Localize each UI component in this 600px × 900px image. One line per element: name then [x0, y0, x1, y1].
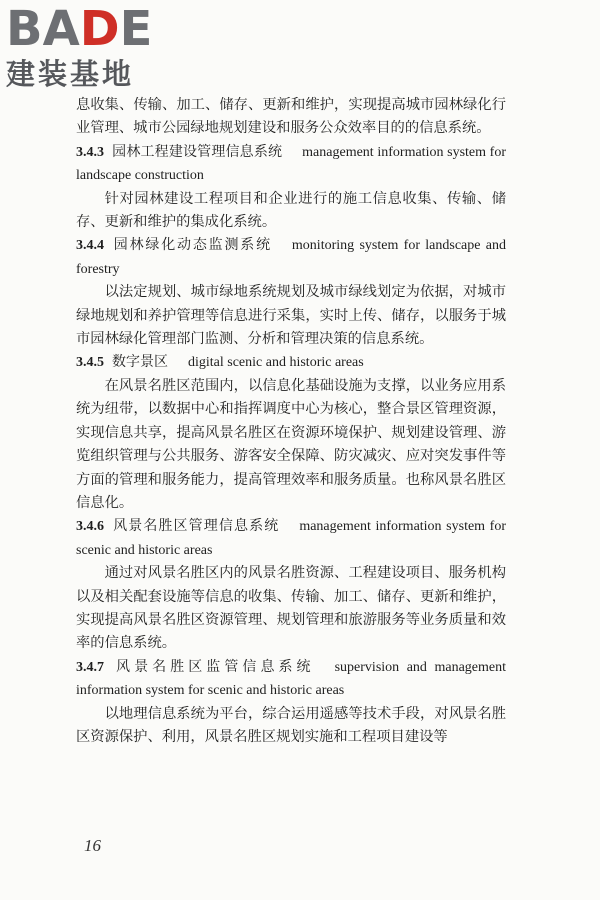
section-body-3-4-5: 在风景名胜区范围内，以信息化基础设施为支撑，以业务应用系统为纽带，以数据中心和指挥调度中心为核心，整合景区管理资源，实现信息共享，提高风景名胜区在资源环境保护、规划建设管理、游览组织管理与公共服务、游客安全保障、防灾减灾、应对突发事件等方面的管理和服务能力，提高管理效率和服务质量。也称风景名胜区信息化。 [76, 377, 506, 511]
section-number: 3.4.5 [76, 355, 104, 371]
section-title-en: supervision and management information system for scenic and historic areas [76, 659, 506, 699]
section-title-en: management information system for landscape construction [76, 144, 507, 184]
section-heading-3-4-5 [76, 351, 506, 374]
section-title-zh: 风景名胜区监管信息系统 [112, 658, 315, 675]
page-number: 16 [84, 836, 101, 855]
section-title-zh: 风景名胜区管理信息系统 [112, 518, 280, 535]
section-body-3-4-3: 针对园林建设工程项目和企业进行的施工信息收集、传输、储存、更新和维护的集成化系统。 [76, 190, 506, 231]
intro-paragraph: 息收集、传输、加工、储存、更新和维护，实现提高城市园林绿化行业管理、城市公园绿地规划建设和服务公众效率目的的信息系统。 [76, 97, 506, 137]
document-body [76, 94, 506, 749]
section-number: 3.4.6 [76, 519, 104, 535]
section-number: 3.4.7 [76, 659, 104, 675]
section-heading-3-4-4 [76, 234, 506, 281]
section-number: 3.4.3 [76, 144, 104, 160]
section-body-3-4-6: 通过对风景名胜区内的风景名胜资源、工程建设项目、服务机构以及相关配套设施等信息的收集、传输、加工、储存、更新和维护，实现提高风景名胜区资源管理、规划管理和旅游服务等业务质量和效率的信息系统。 [76, 565, 506, 652]
section-title-zh: 园林绿化动态监测系统 [112, 237, 272, 254]
section-title-en: management information system for scenic and historic areas [76, 519, 506, 558]
section-body-3-4-4: 以法定规划、城市绿地系统规划及城市绿线划定为依据，对城市绿地规划和养护管理等信息进行采集，实时上传、储存，以服务于城市园林绿化管理部门监测、分析和管理决策的信息系统。 [76, 284, 506, 348]
section-title-zh: 数字景区 [112, 354, 168, 371]
section-title-en: digital scenic and historic areas [188, 355, 364, 371]
section-body-3-4-7: 以地理信息系统为平台，综合运用遥感等技术手段，对风景名胜区资源保护、利用，风景名胜区规划实施和工程项目建设等 [76, 705, 506, 745]
section-title-zh: 园林工程建设管理信息系统 [112, 143, 283, 160]
logo-subtitle: 建装基地 [6, 57, 135, 91]
section-heading-3-4-7 [76, 656, 506, 703]
bade-logo [6, 1, 176, 91]
logo-wordmark: BADE [6, 1, 153, 57]
section-heading-3-4-3 [76, 141, 506, 188]
section-number: 3.4.4 [76, 238, 104, 254]
section-title-en: monitoring system for landscape and forestry [76, 238, 507, 277]
section-heading-3-4-6 [76, 515, 506, 562]
